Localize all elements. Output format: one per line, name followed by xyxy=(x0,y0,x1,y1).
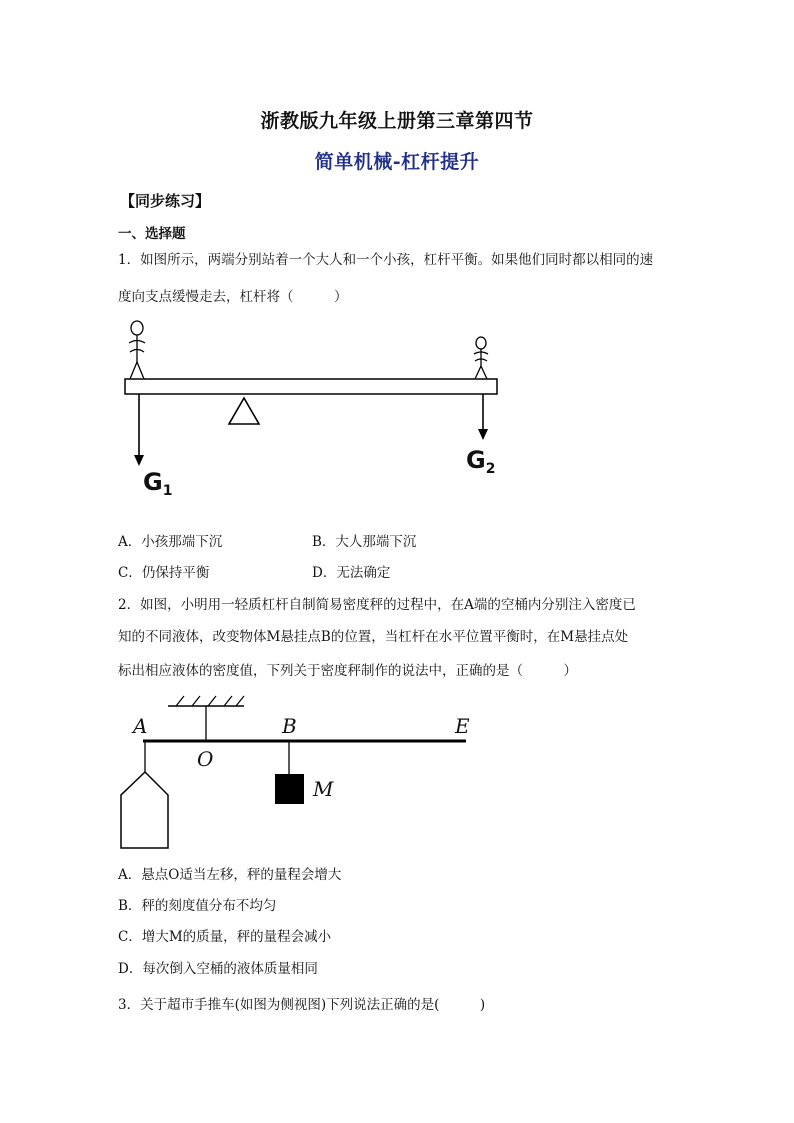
label-g2-subscript: 2 xyxy=(485,461,496,477)
adult-figure xyxy=(129,321,145,379)
q2-option-b: B．秤的刻度值分布不均匀 xyxy=(118,898,277,914)
section-heading: 【同步练习】 xyxy=(120,192,211,210)
question-3-line-1: 3．关于超市手推车(如图为侧视图)下列说法正确的是( ) xyxy=(118,997,486,1013)
fulcrum-triangle xyxy=(229,398,259,424)
label-g2 xyxy=(466,446,495,477)
label-point-o: O xyxy=(197,747,214,771)
subsection-heading: 一、选择题 xyxy=(118,226,186,242)
weight-m-block xyxy=(275,774,304,804)
empty-bucket xyxy=(121,772,168,848)
question-2-line-2: 知的不同液体，改变物体M悬挂点B的位置，当杠杆在水平位置平衡时，在M悬挂点处 xyxy=(118,629,629,645)
label-g1 xyxy=(143,468,172,499)
label-point-a: A xyxy=(133,714,148,738)
question-1-line-1: 1．如图所示，两端分别站着一个大人和一个小孩，杠杆平衡。如果他们同时都以相同的速 xyxy=(118,252,654,268)
q1-option-d: D．无法确定 xyxy=(312,565,391,581)
label-g2-letter: G xyxy=(466,446,486,474)
question-1-line-2: 度向支点缓慢走去，杠杆将（ ） xyxy=(118,289,348,305)
label-weight-m: M xyxy=(313,777,334,801)
question-2-line-3: 标出相应液体的密度值，下列关于密度秤制作的说法中，正确的是（ ） xyxy=(118,663,577,679)
question-2-line-1: 2．如图，小明用一轻质杠杆自制简易密度秤的过程中，在A端的空桶内分别注入密度已 xyxy=(118,597,636,613)
q1-option-b: B．大人那端下沉 xyxy=(312,534,417,550)
label-g1-letter: G xyxy=(143,468,163,496)
page-subtitle: 简单机械-杠杆提升 xyxy=(314,151,480,173)
q1-option-c: C．仍保持平衡 xyxy=(118,565,210,581)
q1-option-a: A．小孩那端下沉 xyxy=(118,534,223,550)
q2-option-a: A．悬点O适当左移，秤的量程会增大 xyxy=(118,867,342,883)
label-point-b: B xyxy=(282,714,297,738)
label-g1-subscript: 1 xyxy=(162,483,173,499)
page-title: 浙教版九年级上册第三章第四节 xyxy=(260,110,534,132)
q2-option-d: D．每次倒入空桶的液体质量相同 xyxy=(118,961,318,977)
q2-option-c: C．增大M的质量，秤的量程会减小 xyxy=(118,929,332,945)
lever-beam xyxy=(125,379,497,394)
label-point-e: E xyxy=(455,714,470,738)
child-figure xyxy=(474,337,488,379)
